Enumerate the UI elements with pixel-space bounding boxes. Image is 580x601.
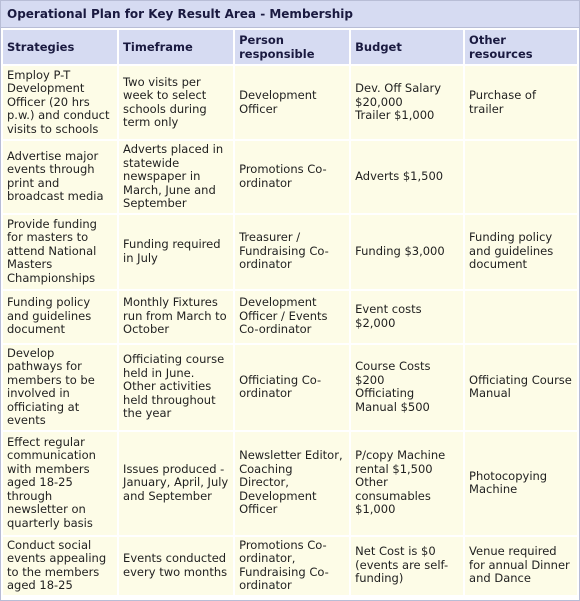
cell-budget: P/copy Machine rental $1,500 Other consumables $1,000 <box>351 432 463 535</box>
cell-budget: Dev. Off Salary $20,000 Trailer $1,000 <box>351 66 463 139</box>
cell-person: Development Officer / Events Co-ordinator <box>235 291 349 343</box>
table-row <box>3 537 577 595</box>
cell-person: Development Officer <box>235 66 349 139</box>
header-timeframe: Timeframe <box>119 30 233 64</box>
cell-person: Promotions Co-ordinator <box>235 141 349 213</box>
header-budget: Budget <box>351 30 463 64</box>
cell-resources: Venue required for annual Dinner and Dance <box>465 537 577 595</box>
cell-timeframe: Monthly Fixtures run from March to October <box>119 291 233 343</box>
cell-strategy: Employ P-T Development Officer (20 hrs p.w.) and conduct visits to schools <box>3 66 117 139</box>
table-row <box>3 345 577 430</box>
header-row <box>3 30 577 64</box>
cell-budget: Event costs $2,000 <box>351 291 463 343</box>
table-row <box>3 432 577 535</box>
cell-resources <box>465 141 577 213</box>
cell-budget: Adverts $1,500 <box>351 141 463 213</box>
table-row <box>3 215 577 289</box>
cell-timeframe: Issues produced - January, April, July and September <box>119 432 233 535</box>
cell-timeframe: Officiating course held in June. Other activities held throughout the year <box>119 345 233 430</box>
cell-resources: Purchase of trailer <box>465 66 577 139</box>
cell-budget: Funding $3,000 <box>351 215 463 289</box>
cell-strategy: Funding policy and guidelines document <box>3 291 117 343</box>
cell-resources: Photocopying Machine <box>465 432 577 535</box>
cell-person: Officiating Co-ordinator <box>235 345 349 430</box>
cell-timeframe: Adverts placed in statewide newspaper in March, June and September <box>119 141 233 213</box>
cell-resources: Funding policy and guidelines document <box>465 215 577 289</box>
cell-person: Treasurer / Fundraising Co-ordinator <box>235 215 349 289</box>
table-row <box>3 141 577 213</box>
cell-person: Newsletter Editor, Coaching Director, Development Officer <box>235 432 349 535</box>
cell-timeframe: Two visits per week to select schools during term only <box>119 66 233 139</box>
cell-person: Promotions Co-ordinator, Fundraising Co-ordinator <box>235 537 349 595</box>
table-row <box>3 291 577 343</box>
plan-table <box>1 28 579 597</box>
header-person-responsible: Person responsible <box>235 30 349 64</box>
cell-resources <box>465 291 577 343</box>
cell-strategy: Effect regular communication with members aged 18-25 through newsletter on quarterly basis <box>3 432 117 535</box>
plan-title: Operational Plan for Key Result Area - Membership <box>1 1 579 28</box>
cell-resources: Officiating Course Manual <box>465 345 577 430</box>
cell-strategy: Develop pathways for members to be involved in officiating at events <box>3 345 117 430</box>
table-row <box>3 66 577 139</box>
cell-budget: Net Cost is $0 (events are self-funding) <box>351 537 463 595</box>
cell-strategy: Advertise major events through print and broadcast media <box>3 141 117 213</box>
cell-strategy: Conduct social events appealing to the members aged 18-25 <box>3 537 117 595</box>
cell-budget: Course Costs $200 Officiating Manual $500 <box>351 345 463 430</box>
header-other-resources: Other resources <box>465 30 577 64</box>
cell-timeframe: Funding required in July <box>119 215 233 289</box>
cell-timeframe: Events conducted every two months <box>119 537 233 595</box>
cell-strategy: Provide funding for masters to attend National Masters Championships <box>3 215 117 289</box>
header-strategies: Strategies <box>3 30 117 64</box>
